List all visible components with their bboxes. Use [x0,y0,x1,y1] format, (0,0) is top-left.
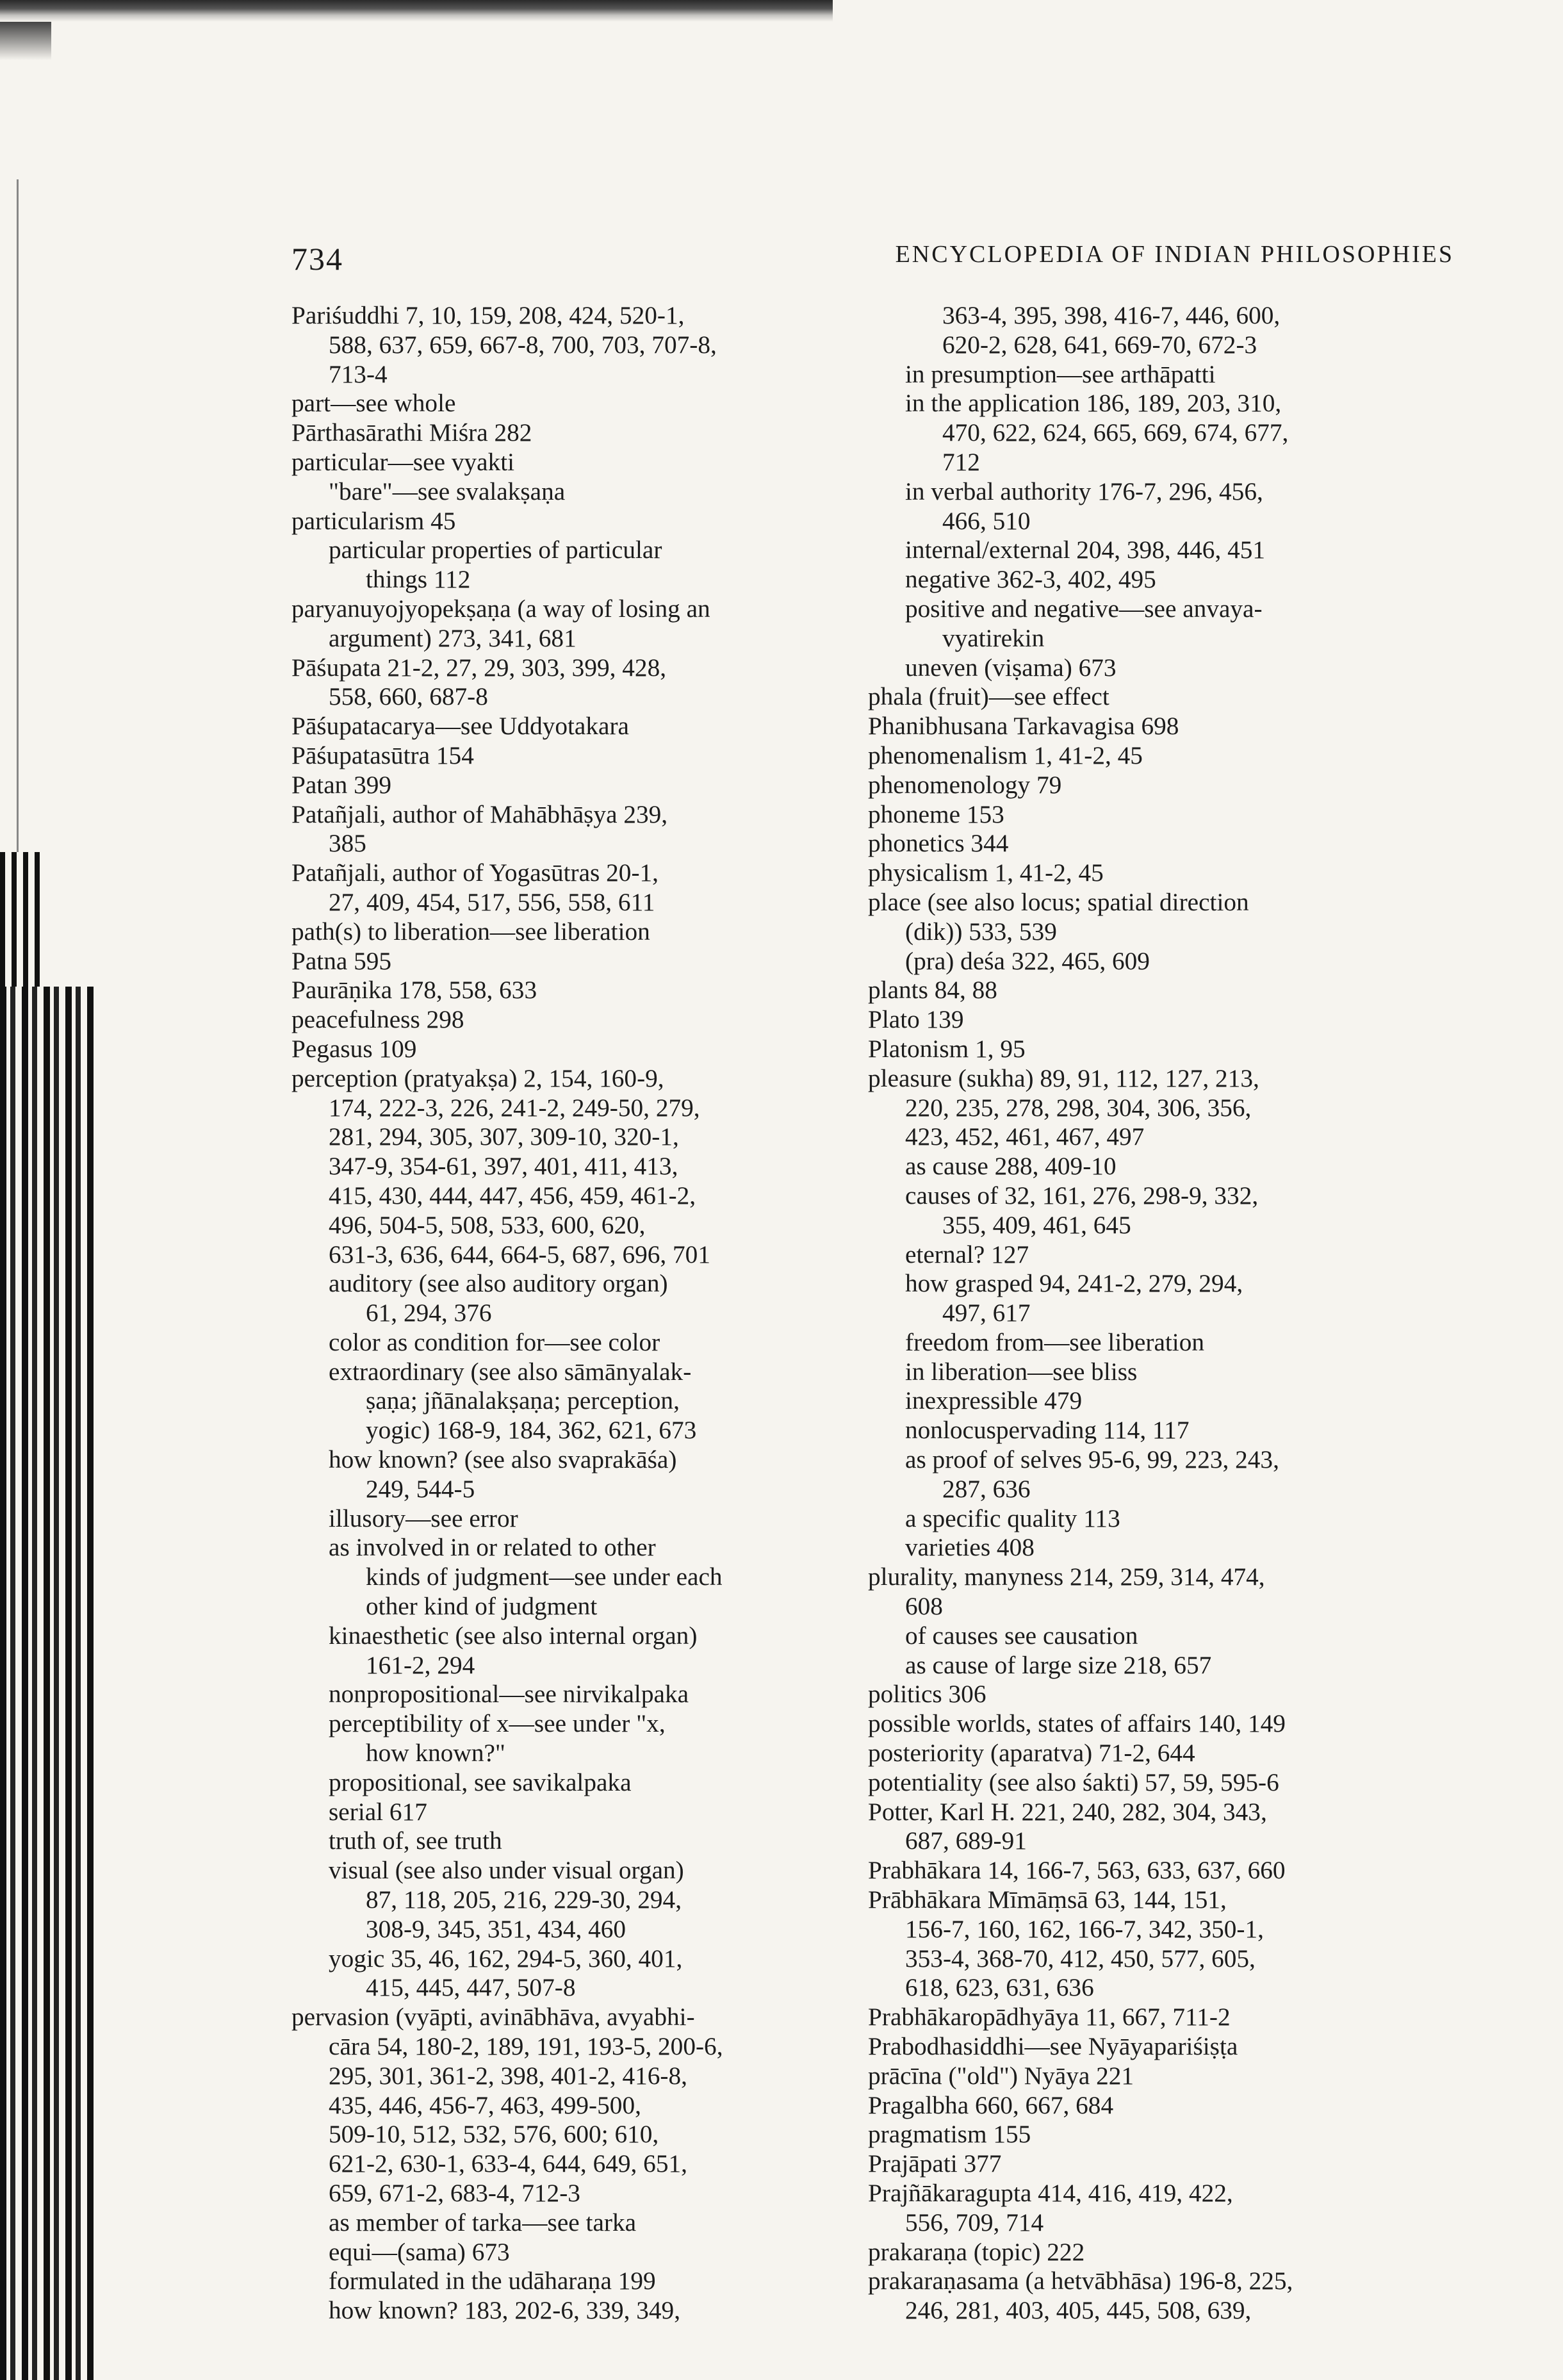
index-line: 621-2, 630-1, 633-4, 644, 649, 651, [329,2149,687,2178]
index-line: in presumption—see arthāpatti [905,359,1216,388]
index-line: paryanuyojyopekṣaṇa (a way of losing an [291,594,710,623]
index-line: in verbal authority 176-7, 296, 456, [905,477,1263,505]
index-line: Pegasus 109 [291,1034,417,1063]
index-line: internal/external 204, 398, 446, 451 [905,536,1266,564]
index-line: 659, 671-2, 683-4, 712-3 [329,2179,580,2207]
index-line: 161-2, 294 [366,1650,475,1679]
index-line: 308-9, 345, 351, 434, 460 [366,1914,626,1943]
index-line: Patna 595 [291,946,392,975]
index-line: phenomenology 79 [868,770,1062,799]
index-line: how known? (see also svaprakāśa) [329,1445,677,1474]
index-line: prācīna ("old") Nyāya 221 [868,2061,1134,2090]
index-line: 87, 118, 205, 216, 229-30, 294, [366,1885,682,1914]
index-line: path(s) to liberation—see liberation [291,917,650,946]
index-line: as cause of large size 218, 657 [905,1650,1212,1679]
index-line: phoneme 153 [868,800,1004,828]
index-line: perceptibility of x—see under "x, [329,1709,666,1738]
index-line: 631-3, 636, 644, 664-5, 687, 696, 701 [329,1240,710,1268]
index-line: 713-4 [329,359,388,388]
index-line: 423, 452, 461, 467, 497 [905,1122,1145,1151]
index-line: Pāśupata 21-2, 27, 29, 303, 399, 428, [291,653,667,682]
index-line: pragmatism 155 [868,2120,1031,2149]
index-line: kinds of judgment—see under each [366,1563,723,1591]
index-line: Prābhākara Mīmāṃsā 63, 144, 151, [868,1885,1227,1914]
index-line: extraordinary (see also sāmānyalak- [329,1357,692,1386]
page-number: 734 [291,241,343,277]
running-head: ENCYCLOPEDIA OF INDIAN PHILOSOPHIES [895,241,1454,268]
book-binding-upper [0,852,45,987]
index-line: uneven (viṣama) 673 [905,653,1117,682]
index-line: particularism 45 [291,506,456,535]
index-line: of causes see causation [905,1621,1138,1650]
index-line: prakaraṇa (topic) 222 [868,2237,1085,2266]
index-line: 355, 409, 461, 645 [942,1210,1131,1239]
index-line: how known?" [366,1739,505,1768]
index-line: 509-10, 512, 532, 576, 600; 610, [329,2120,659,2149]
index-line: how grasped 94, 241-2, 279, 294, [905,1269,1243,1298]
index-line: auditory (see also auditory organ) [329,1269,668,1298]
index-line: 347-9, 354-61, 397, 401, 411, 413, [329,1152,678,1181]
book-binding [0,987,96,2380]
index-line: formulated in the udāharaṇa 199 [329,2267,656,2295]
index-line: perception (pratyakṣa) 2, 154, 160-9, [291,1063,664,1092]
index-line: argument) 273, 341, 681 [329,623,577,652]
index-line: 470, 622, 624, 665, 669, 674, 677, [942,418,1289,447]
index-line: 27, 409, 454, 517, 556, 558, 611 [329,887,655,916]
index-line: 608 [905,1592,943,1621]
index-line: possible worlds, states of affairs 140, 149 [868,1709,1286,1738]
index-line: physicalism 1, 41-2, 45 [868,858,1104,887]
index-line: 618, 623, 631, 636 [905,1973,1094,2002]
index-line: 385 [329,829,366,858]
index-line: in liberation—see bliss [905,1357,1138,1386]
index-line: Pāśupatacarya—see Uddyotakara [291,712,629,741]
index-line: 588, 637, 659, 667-8, 700, 703, 707-8, [329,330,717,359]
page-header [291,234,1454,279]
index-line: nonlocuspervading 114, 117 [905,1416,1190,1445]
index-line: visual (see also under visual organ) [329,1856,684,1885]
index-line: kinaesthetic (see also internal organ) [329,1621,698,1650]
index-line: how known? 183, 202-6, 339, 349, [329,2296,681,2325]
scan-shadow-corner [0,22,51,60]
index-line: 156-7, 160, 162, 166-7, 342, 350-1, [905,1914,1264,1943]
index-line: phenomenalism 1, 41-2, 45 [868,741,1143,769]
index-line: freedom from—see liberation [905,1327,1205,1356]
index-line: positive and negative—see anvaya- [905,594,1263,623]
index-line: cāra 54, 180-2, 189, 191, 193-5, 200-6, [329,2032,723,2061]
index-line: Prajñākaragupta 414, 416, 419, 422, [868,2179,1233,2207]
index-line: yogic) 168-9, 184, 362, 621, 673 [366,1416,697,1445]
index-line: 558, 660, 687-8 [329,682,488,711]
index-line: Prabhākaropādhyāya 11, 667, 711-2 [868,2003,1231,2031]
index-line: 496, 504-5, 508, 533, 600, 620, [329,1210,646,1239]
index-line: 287, 636 [942,1474,1031,1503]
index-line: 220, 235, 278, 298, 304, 306, 356, [905,1093,1252,1122]
index-line: propositional, see savikalpaka [329,1768,632,1796]
index-line: 712 [942,447,980,476]
index-line: phala (fruit)—see effect [868,682,1109,711]
index-line: Patañjali, author of Mahābhāṣya 239, [291,800,668,828]
index-line: 415, 430, 444, 447, 456, 459, 461-2, [329,1181,696,1210]
index-line: Pārthasārathi Miśra 282 [291,418,532,447]
index-line: Potter, Karl H. 221, 240, 282, 304, 343, [868,1797,1267,1826]
index-line: 620-2, 628, 641, 669-70, 672-3 [942,330,1257,359]
index-line: 415, 445, 447, 507-8 [366,1973,576,2002]
index-line: as cause 288, 409-10 [905,1152,1117,1181]
index-line: particular properties of particular [329,536,662,564]
index-line: 61, 294, 376 [366,1299,492,1327]
index-line: 466, 510 [942,506,1031,535]
index-line: 363-4, 395, 398, 416-7, 446, 600, [942,301,1281,329]
index-line: negative 362-3, 402, 495 [905,565,1156,594]
index-line: Pariśuddhi 7, 10, 159, 208, 424, 520-1, [291,301,685,329]
index-line: in the application 186, 189, 203, 310, [905,389,1282,418]
index-line: part—see whole [291,389,456,418]
index-line: truth of, see truth [329,1826,502,1855]
index-line: phonetics 344 [868,829,1009,858]
index-line: politics 306 [868,1680,986,1709]
index-line: "bare"—see svalakṣaṇa [329,477,566,505]
index-line: potentiality (see also śakti) 57, 59, 595-6 [868,1768,1279,1796]
index-line: serial 617 [329,1797,427,1826]
scan-shadow-top [0,0,833,22]
index-line: 246, 281, 403, 405, 445, 508, 639, [905,2296,1252,2325]
index-line: Prabhākara 14, 166-7, 563, 633, 637, 660 [868,1856,1286,1885]
index-line: Patan 399 [291,770,392,799]
index-column-right [868,301,1461,2326]
index-line: 435, 446, 456-7, 463, 499-500, [329,2090,641,2119]
index-line: inexpressible 479 [905,1386,1083,1415]
index-line: prakaraṇasama (a hetvābhāsa) 196-8, 225, [868,2267,1293,2295]
index-line: Prajāpati 377 [868,2149,1002,2178]
index-line: ṣaṇa; jñānalakṣaṇa; perception, [366,1386,680,1415]
index-line: Pāśupatasūtra 154 [291,741,474,769]
index-line: causes of 32, 161, 276, 298-9, 332, [905,1181,1259,1210]
index-line: as involved in or related to other [329,1533,656,1562]
index-line: a specific quality 113 [905,1504,1120,1532]
index-line: equi—(sama) 673 [329,2237,510,2266]
index-line: 249, 544-5 [366,1474,475,1503]
index-line: things 112 [366,565,471,594]
index-line: Pragalbha 660, 667, 684 [868,2090,1114,2119]
index-line: peacefulness 298 [291,1005,464,1034]
index-line: pervasion (vyāpti, avinābhāva, avyabhi- [291,2003,695,2031]
index-line: Platonism 1, 95 [868,1034,1026,1063]
index-line: pleasure (sukha) 89, 91, 112, 127, 213, [868,1063,1259,1092]
index-line: other kind of judgment [366,1592,598,1621]
index-line: varieties 408 [905,1533,1035,1562]
index-line: Plato 139 [868,1005,964,1034]
index-line: 295, 301, 361-2, 398, 401-2, 416-8, [329,2061,687,2090]
index-line: yogic 35, 46, 162, 294-5, 360, 401, [329,1944,683,1973]
page-edge [17,179,19,852]
index-line: Patañjali, author of Yogasūtras 20-1, [291,858,659,887]
index-line: Prabodhasiddhi—see Nyāyapariśiṣṭa [868,2032,1238,2061]
index-line: 353-4, 368-70, 412, 450, 577, 605, [905,1944,1256,1973]
index-line: color as condition for—see color [329,1327,660,1356]
index-line: Phanibhusana Tarkavagisa 698 [868,712,1179,741]
index-line: eternal? 127 [905,1240,1029,1268]
index-line: place (see also locus; spatial direction [868,887,1249,916]
index-line: plurality, manyness 214, 259, 314, 474, [868,1563,1265,1591]
index-line: posteriority (aparatva) 71-2, 644 [868,1739,1195,1768]
index-line: illusory—see error [329,1504,518,1532]
index-line: 174, 222-3, 226, 241-2, 249-50, 279, [329,1093,700,1122]
index-line: as member of tarka—see tarka [329,2208,637,2236]
index-line: as proof of selves 95-6, 99, 223, 243, [905,1445,1279,1474]
index-line: nonpropositional—see nirvikalpaka [329,1680,689,1709]
index-line: (pra) deśa 322, 465, 609 [905,946,1150,975]
index-line: 687, 689-91 [905,1826,1027,1855]
index-column-left [291,301,868,2326]
index-line: plants 84, 88 [868,976,997,1005]
index-line: particular—see vyakti [291,447,515,476]
index-line: vyatirekin [942,623,1045,652]
index-line: 556, 709, 714 [905,2208,1044,2236]
index-line: 497, 617 [942,1299,1031,1327]
index-line: 281, 294, 305, 307, 309-10, 320-1, [329,1122,679,1151]
index-line: (dik)) 533, 539 [905,917,1057,946]
index-line: Paurāṇika 178, 558, 633 [291,976,537,1005]
